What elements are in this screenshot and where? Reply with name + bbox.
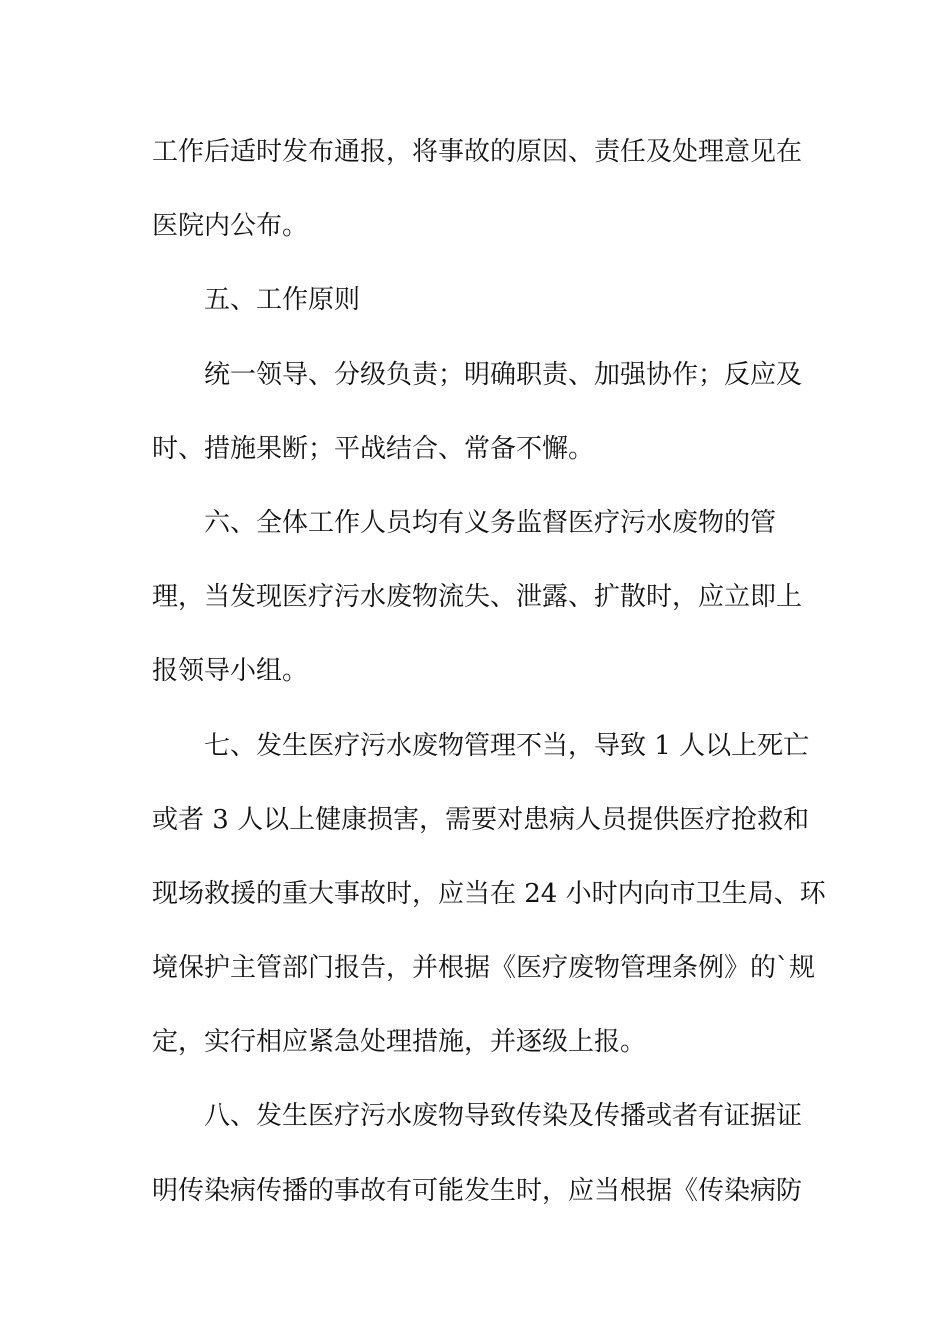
text-line: 报领导小组。	[152, 656, 309, 687]
section-heading: 五、工作原则	[204, 285, 361, 316]
text-line: 或者 3 人以上健康损害，需要对患病人员提供医疗抢救和	[152, 804, 810, 835]
text-line: 定，实行相应紧急处理措施，并逐级上报。	[152, 1027, 647, 1058]
text-line: 理，当发现医疗污水废物流失、泄露、扩散时，应立即上	[152, 582, 803, 613]
text-line: 统一领导、分级负责；明确职责、加强协作；反应及	[204, 359, 803, 390]
text-line: 明传染病传播的事故有可能发生时，应当根据《传染病防	[152, 1175, 803, 1206]
text-line: 境保护主管部门报告，并根据《医疗废物管理条例》的`规	[152, 953, 816, 984]
text-line: 现场救援的重大事故时，应当在 24 小时内向市卫生局、环	[152, 878, 826, 909]
text-line: 六、全体工作人员均有义务监督医疗污水废物的管	[204, 507, 777, 538]
text-line: 医院内公布。	[152, 211, 309, 242]
text-line: 八、发生医疗污水废物导致传染及传播或者有证据证	[204, 1101, 803, 1132]
text-line: 七、发生医疗污水废物管理不当，导致 1 人以上死亡	[204, 730, 810, 761]
text-line: 工作后适时发布通报，将事故的原因、责任及处理意见在	[152, 137, 803, 167]
text-line: 时、措施果断；平战结合、常备不懈。	[152, 433, 595, 464]
document-body	[152, 123, 826, 1236]
